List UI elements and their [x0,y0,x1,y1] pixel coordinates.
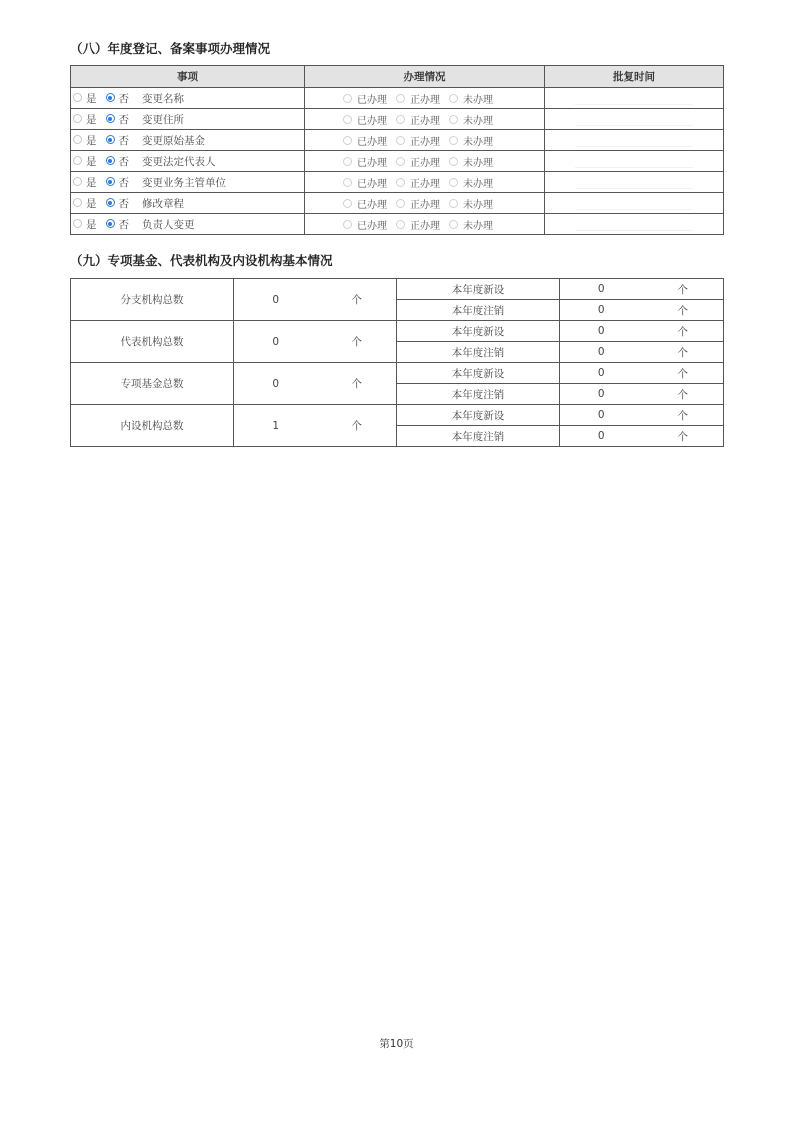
approval-time-field[interactable] [545,88,723,108]
status-label: 正办理 [410,199,440,211]
unit-label: 个 [643,426,724,447]
yes-radio[interactable] [73,156,82,165]
status-radio[interactable] [449,94,458,103]
approval-cell [545,109,724,130]
institution-row [71,363,724,384]
yes-label: 是 [86,113,97,126]
unit-label: 个 [643,405,724,426]
unit-label: 个 [643,321,724,342]
unit-label: 个 [643,279,724,300]
no-radio[interactable] [106,219,115,228]
status-radio[interactable] [449,157,458,166]
approval-time-field[interactable] [545,151,723,171]
status-radio[interactable] [396,136,405,145]
status-label: 未办理 [463,94,493,106]
status-radio[interactable] [396,94,405,103]
institution-total: 0 [234,279,318,321]
approval-time-field[interactable] [545,172,723,192]
new-count: 0 [560,321,643,342]
status-label: 未办理 [463,220,493,232]
yes-label: 是 [86,92,97,105]
status-label: 未办理 [463,178,493,190]
status-cell [305,130,545,151]
unit-label: 个 [643,384,724,405]
status-label: 已办理 [357,157,387,169]
no-radio[interactable] [106,114,115,123]
section9-title: （九）专项基金、代表机构及内设机构基本情况 [70,253,333,268]
item-cell [71,193,305,214]
status-cell [305,109,545,130]
unit-label: 个 [318,405,397,447]
approval-cell [545,172,724,193]
institution-name: 代表机构总数 [71,321,234,363]
section8-title: （八）年度登记、备案事项办理情况 [70,41,271,56]
cancel-count: 0 [560,426,643,447]
no-label: 否 [118,155,129,168]
item-name: 变更名称 [142,92,184,105]
status-label: 未办理 [463,157,493,169]
institution-name: 内设机构总数 [71,405,234,447]
status-radio[interactable] [449,178,458,187]
institution-total: 0 [234,363,318,405]
cancel-label: 本年度注销 [397,384,560,405]
no-label: 否 [118,134,129,147]
institution-row [71,279,724,300]
item-name: 变更业务主管单位 [142,176,226,189]
unit-label: 个 [318,363,397,405]
no-label: 否 [118,113,129,126]
status-radio[interactable] [396,178,405,187]
approval-time-field[interactable] [545,193,723,213]
approval-time-field[interactable] [545,130,723,150]
status-radio[interactable] [343,136,352,145]
institutions-table [70,278,724,447]
header-item: 事项 [71,66,305,88]
status-label: 已办理 [357,94,387,106]
header-approval: 批复时间 [545,66,724,88]
yes-label: 是 [86,218,97,231]
yes-radio[interactable] [73,114,82,123]
status-label: 正办理 [410,178,440,190]
cancel-label: 本年度注销 [397,342,560,363]
yes-label: 是 [86,176,97,189]
no-radio[interactable] [106,156,115,165]
yes-label: 是 [86,134,97,147]
unit-label: 个 [643,342,724,363]
approval-cell [545,130,724,151]
item-name: 负责人变更 [142,218,195,231]
institution-name: 分支机构总数 [71,279,234,321]
institution-total: 0 [234,321,318,363]
status-radio[interactable] [343,199,352,208]
status-radio[interactable] [449,136,458,145]
cancel-count: 0 [560,342,643,363]
new-count: 0 [560,279,643,300]
status-radio[interactable] [449,220,458,229]
item-cell [71,214,305,235]
institution-total: 1 [234,405,318,447]
item-cell [71,151,305,172]
approval-cell [545,151,724,172]
item-name: 修改章程 [142,197,184,210]
status-label: 已办理 [357,199,387,211]
institution-row [71,405,724,426]
status-label: 已办理 [357,178,387,190]
unit-label: 个 [643,300,724,321]
yes-radio[interactable] [73,219,82,228]
cancel-label: 本年度注销 [397,426,560,447]
no-radio[interactable] [106,135,115,144]
header-status: 办理情况 [305,66,545,88]
registration-row [71,151,724,172]
status-label: 正办理 [410,94,440,106]
page-number: 第10页 [379,1038,414,1050]
item-cell [71,88,305,109]
status-label: 未办理 [463,136,493,148]
status-label: 已办理 [357,220,387,232]
status-label: 正办理 [410,115,440,127]
yes-radio[interactable] [73,198,82,207]
status-radio[interactable] [396,115,405,124]
institution-row [71,321,724,342]
new-label: 本年度新设 [397,279,560,300]
item-cell [71,130,305,151]
registration-table-header [71,66,724,88]
registration-row [71,88,724,109]
status-radio[interactable] [449,199,458,208]
status-cell [305,88,545,109]
status-label: 正办理 [410,157,440,169]
registration-row [71,130,724,151]
status-label: 未办理 [463,115,493,127]
no-label: 否 [118,176,129,189]
unit-label: 个 [643,363,724,384]
cancel-label: 本年度注销 [397,300,560,321]
approval-cell [545,193,724,214]
registration-table [70,65,724,235]
no-radio[interactable] [106,198,115,207]
item-cell [71,109,305,130]
status-radio[interactable] [396,157,405,166]
no-radio[interactable] [106,177,115,186]
new-label: 本年度新设 [397,363,560,384]
status-cell [305,151,545,172]
yes-label: 是 [86,197,97,210]
no-label: 否 [118,92,129,105]
item-name: 变更法定代表人 [142,155,216,168]
unit-label: 个 [318,321,397,363]
item-cell [71,172,305,193]
status-cell [305,214,545,235]
new-label: 本年度新设 [397,321,560,342]
status-radio[interactable] [343,157,352,166]
approval-cell [545,88,724,109]
item-name: 变更原始基金 [142,134,205,147]
no-label: 否 [118,218,129,231]
status-label: 正办理 [410,220,440,232]
status-radio[interactable] [343,178,352,187]
approval-time-field[interactable] [545,109,723,129]
item-name: 变更住所 [142,113,184,126]
approval-time-field[interactable] [545,214,723,234]
status-cell [305,172,545,193]
status-label: 已办理 [357,115,387,127]
institution-name: 专项基金总数 [71,363,234,405]
yes-label: 是 [86,155,97,168]
no-label: 否 [118,197,129,210]
status-radio[interactable] [343,115,352,124]
status-radio[interactable] [396,220,405,229]
status-label: 未办理 [463,199,493,211]
new-count: 0 [560,405,643,426]
yes-radio[interactable] [73,93,82,102]
unit-label: 个 [318,279,397,321]
approval-cell [545,214,724,235]
cancel-count: 0 [560,300,643,321]
status-label: 正办理 [410,136,440,148]
registration-row [71,109,724,130]
status-radio[interactable] [449,115,458,124]
registration-row [71,172,724,193]
status-radio[interactable] [343,220,352,229]
cancel-count: 0 [560,384,643,405]
registration-row [71,193,724,214]
status-radio[interactable] [343,94,352,103]
new-label: 本年度新设 [397,405,560,426]
status-cell [305,193,545,214]
new-count: 0 [560,363,643,384]
yes-radio[interactable] [73,135,82,144]
status-radio[interactable] [396,199,405,208]
yes-radio[interactable] [73,177,82,186]
status-label: 已办理 [357,136,387,148]
registration-row [71,214,724,235]
no-radio[interactable] [106,93,115,102]
